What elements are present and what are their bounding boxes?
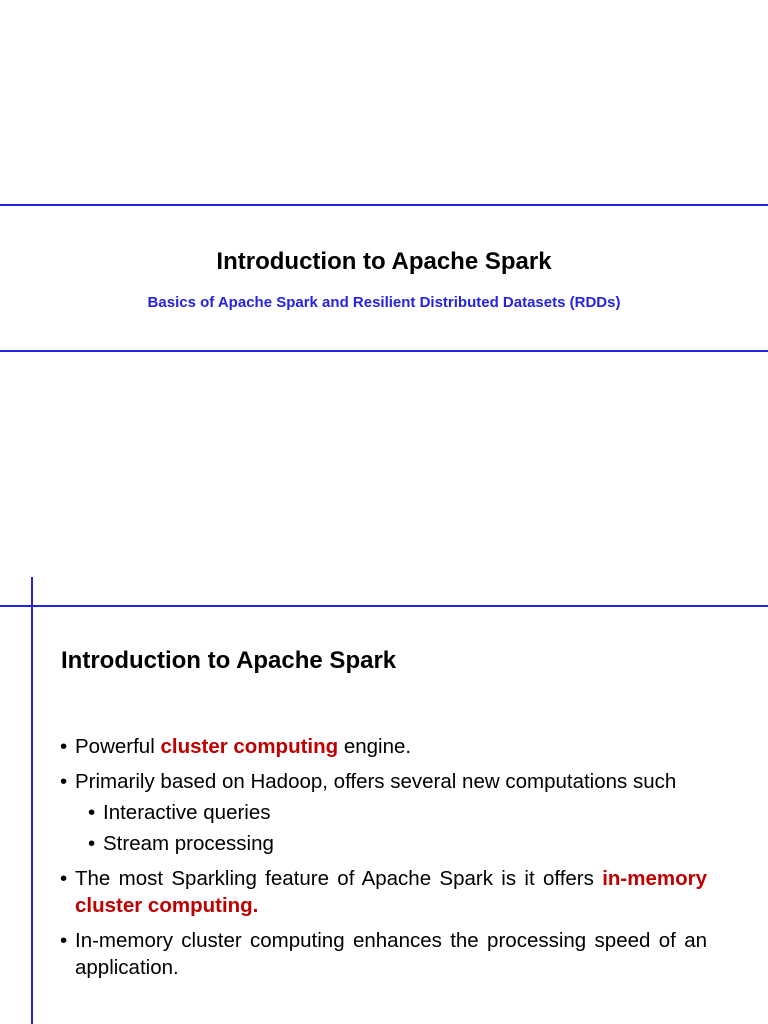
bullet-cluster-engine — [60, 733, 707, 760]
bullet-text: Powerful — [75, 735, 161, 758]
bullet-sparkling-feature — [60, 865, 707, 919]
slide2-bullet-list — [60, 733, 707, 989]
bullet-text: The most Sparkling feature of Apache Spark is it offers — [75, 867, 603, 890]
bullet-processing-speed — [60, 927, 707, 981]
slide2-title: Introduction to Apache Spark — [61, 647, 397, 674]
slide2-top-rule — [0, 605, 768, 607]
slide1-bottom-rule — [0, 350, 768, 352]
bullet-text: Stream processing — [103, 832, 274, 855]
highlight-in-memory: in-memory cluster computing. — [75, 867, 707, 917]
bullet-text: Interactive queries — [103, 801, 271, 824]
bullet-hadoop — [60, 768, 707, 795]
slide2-left-rule — [31, 577, 33, 1024]
bullet-text: In-memory cluster computing enhances the processing speed of an application. — [75, 929, 707, 979]
slide1-title: Introduction to Apache Spark — [216, 248, 552, 275]
slide1-top-rule — [0, 204, 768, 206]
highlight-cluster-computing: cluster computing — [160, 735, 339, 758]
subbullet-interactive-queries — [60, 799, 707, 826]
bullet-text: Primarily based on Hadoop, offers several new computations such — [75, 770, 677, 793]
slide1-subtitle: Basics of Apache Spark and Resilient Distributed Datasets (RDDs) — [147, 294, 621, 311]
bullet-text: engine. — [338, 735, 412, 758]
subbullet-stream-processing — [60, 830, 707, 857]
